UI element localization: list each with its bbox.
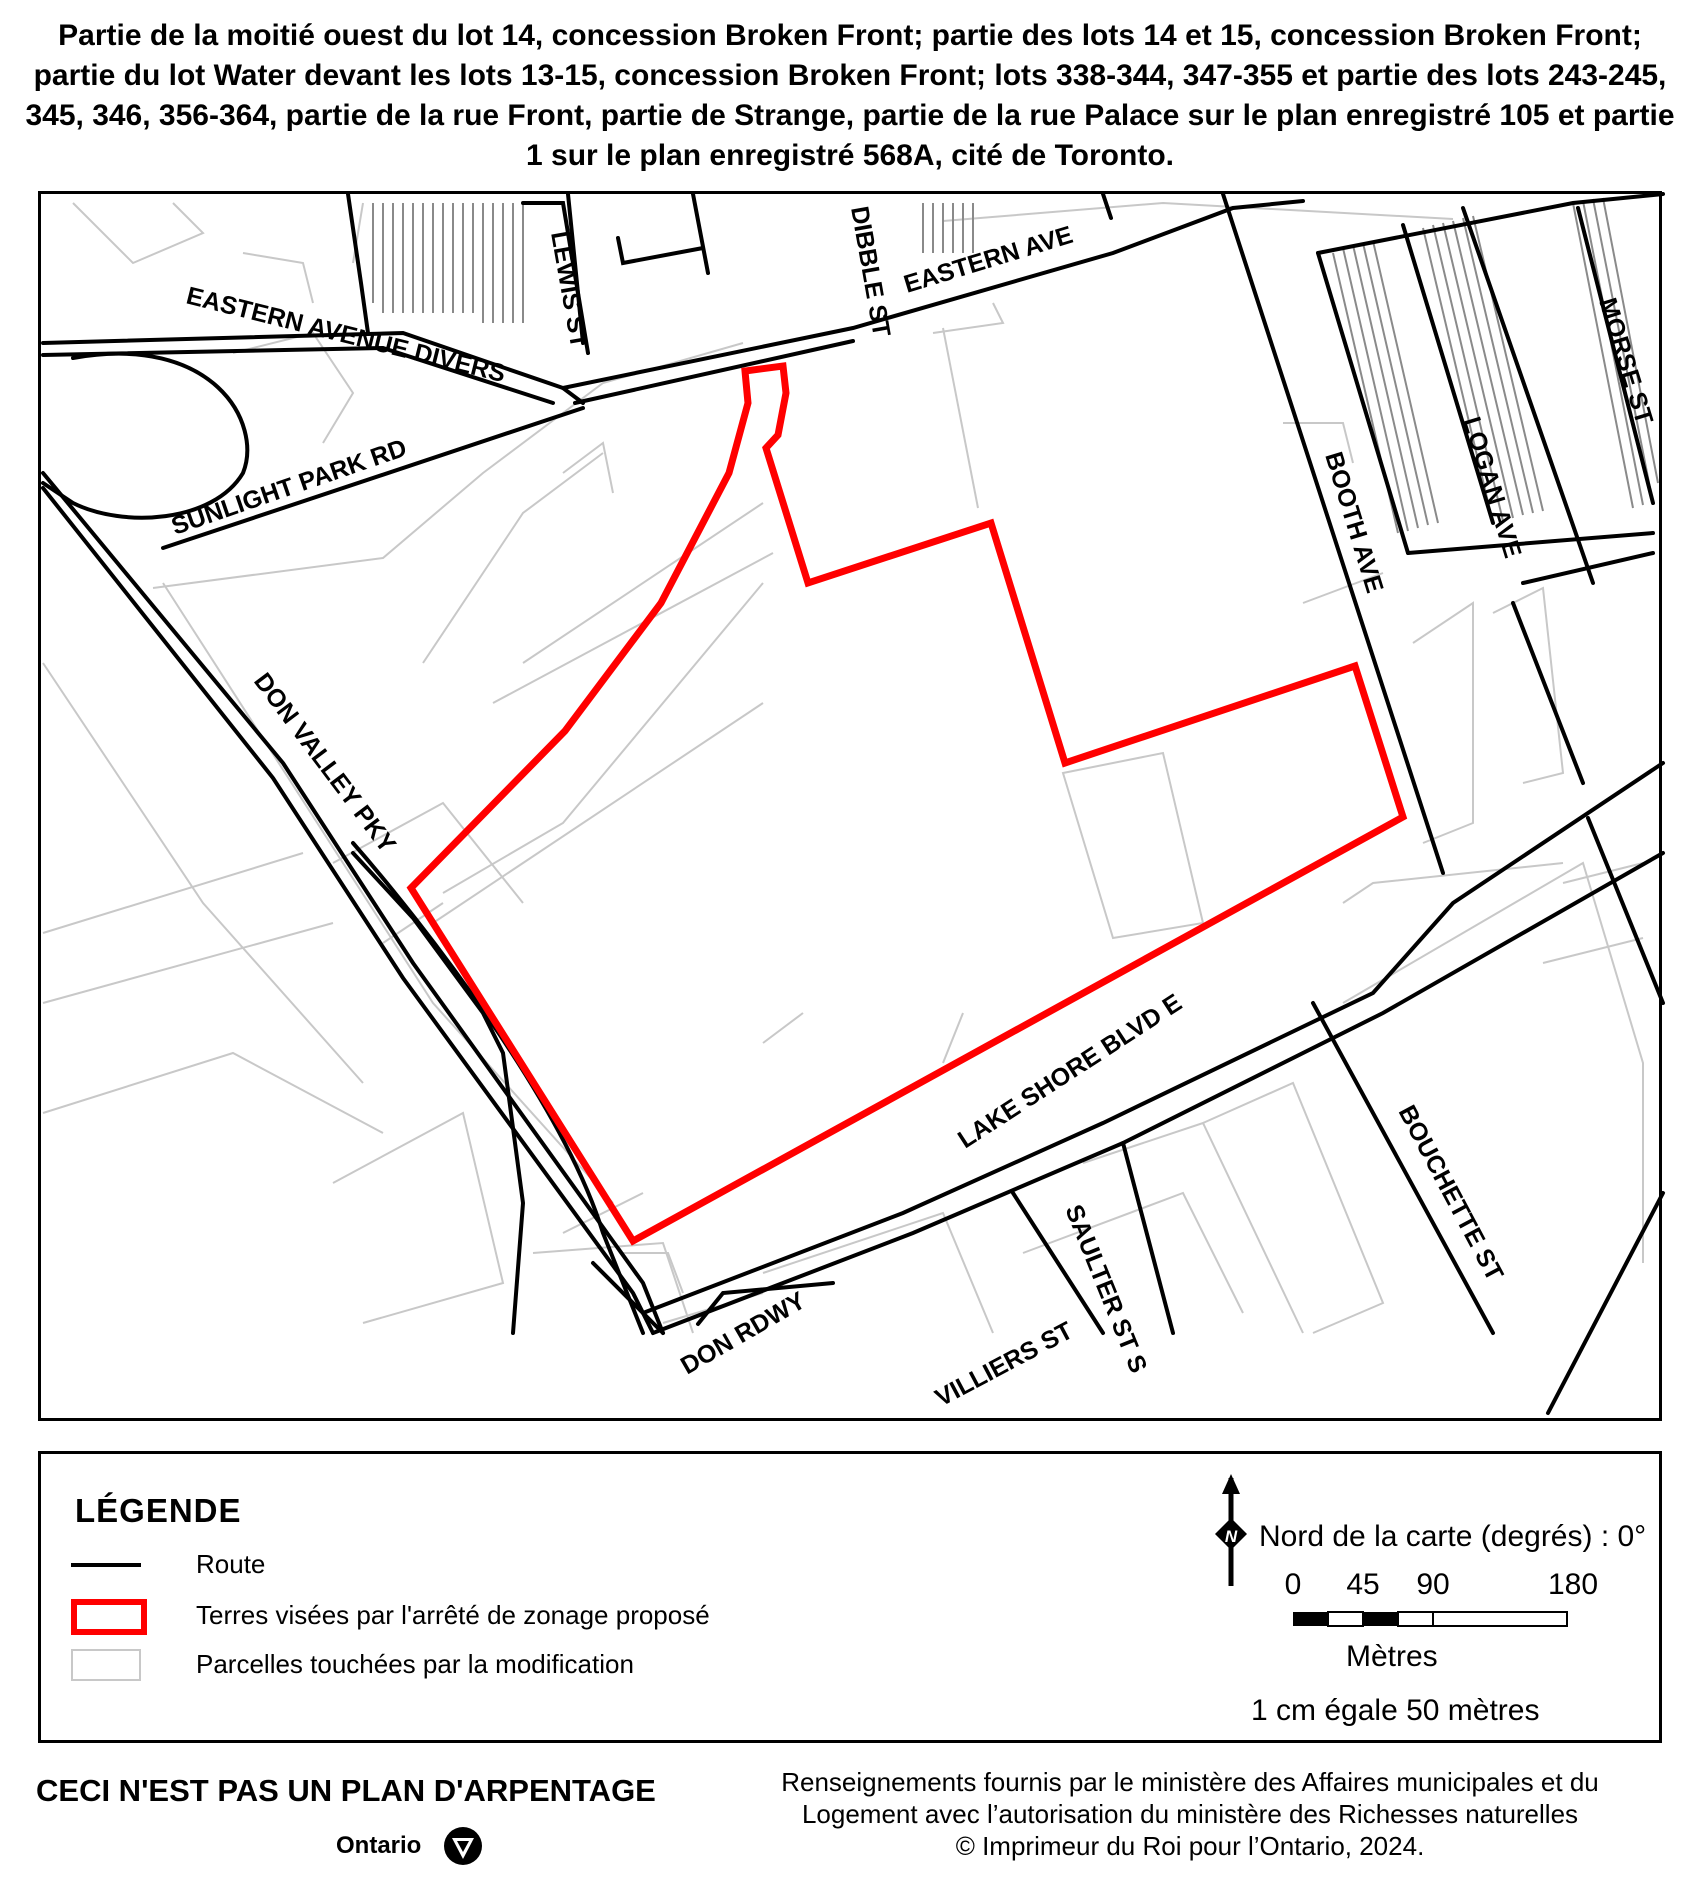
north-label: Nord de la carte (degrés) : 0° (1259, 1520, 1647, 1553)
street-label-saulter-st-s: SAULTER ST S (1059, 1200, 1153, 1377)
street-label-don-valley-pky: DON VALLEY PKY (248, 667, 402, 859)
street-label-eastern-avenue-divers: EASTERN AVENUE DIVERS (183, 281, 509, 389)
street-label-don-rdwy: DON RDWY (676, 1286, 811, 1381)
svg-text:N: N (1224, 1527, 1238, 1546)
street-label-sunlight-park-rd: SUNLIGHT PARK RD (167, 433, 411, 541)
red-outline-symbol (71, 1599, 147, 1635)
street-label-villiers-st: VILLIERS ST (930, 1316, 1078, 1413)
road-network (43, 194, 1663, 1413)
street-label-logan-ave: LOGAN AVE (1457, 413, 1527, 562)
legend-label-subject-lands: Terres visées par l'arrêté de zonage proposé (196, 1600, 710, 1630)
map-frame (38, 191, 1662, 1421)
scale-tick-180: 180 (1547, 1568, 1599, 1601)
credits-line: © Imprimeur du Roi pour l’Ontario, 2024. (955, 1831, 1425, 1861)
credits-text (740, 1766, 1640, 1862)
credits-line: Logement avec l’autorisation du ministère des Richesses naturelles (801, 1799, 1579, 1829)
credits-line: Renseignements fournis par le ministère des Affaires municipales et du (781, 1767, 1599, 1797)
street-label-booth-ave: BOOTH AVE (1319, 448, 1389, 597)
ontario-wordmark: Ontario (336, 1832, 422, 1859)
road-line-symbol (71, 1563, 141, 1567)
legend-label-route: Route (196, 1549, 266, 1579)
survey-disclaimer: CECI N'EST PAS UN PLAN D'ARPENTAGE (36, 1773, 656, 1808)
street-label-lewis-st: LEWIS ST (545, 229, 594, 351)
subject-lands-boundary (411, 366, 1403, 1241)
scale-ratio: 1 cm égale 50 mètres (1251, 1694, 1540, 1727)
street-label-dibble-st: DIBBLE ST (845, 204, 896, 339)
map-canvas (41, 194, 1665, 1424)
scale-tick-0: 0 (1284, 1568, 1302, 1601)
scale-tick-90: 90 (1416, 1568, 1450, 1601)
legend-panel (38, 1451, 1662, 1743)
grey-outline-symbol (71, 1649, 141, 1681)
street-label-bouchette-st: BOUCHETTE ST (1392, 1100, 1509, 1286)
scale-bar (1241, 1564, 1599, 1644)
scale-tick-45: 45 (1346, 1568, 1380, 1601)
legend-title: LÉGENDE (75, 1492, 242, 1529)
scale-unit: Mètres (1346, 1640, 1438, 1673)
map-title: Partie de la moitié ouest du lot 14, concession Broken Front; partie des lots 14 et 15, concession Broken Front; partie du lot Water devant les lots 13-15, concession Broken Front; lots 338-344, 347-355 et partie des lots 243-245, 345, 346, 356-364, partie de la rue Front, partie de Strange, partie de la rue Palace sur le plan enregistré 105 et partie 1 sur le plan enregistré 568A, cité de Toronto. (25, 19, 1675, 172)
street-label-lake-shore-blvd-e: LAKE SHORE BLVD E (953, 988, 1187, 1155)
trillium-icon (443, 1826, 483, 1866)
street-label-morse-st: MORSE ST (1593, 294, 1659, 428)
legend-label-parcels: Parcelles touchées par la modification (196, 1649, 634, 1679)
street-label-eastern-ave: EASTERN AVE (900, 220, 1077, 299)
